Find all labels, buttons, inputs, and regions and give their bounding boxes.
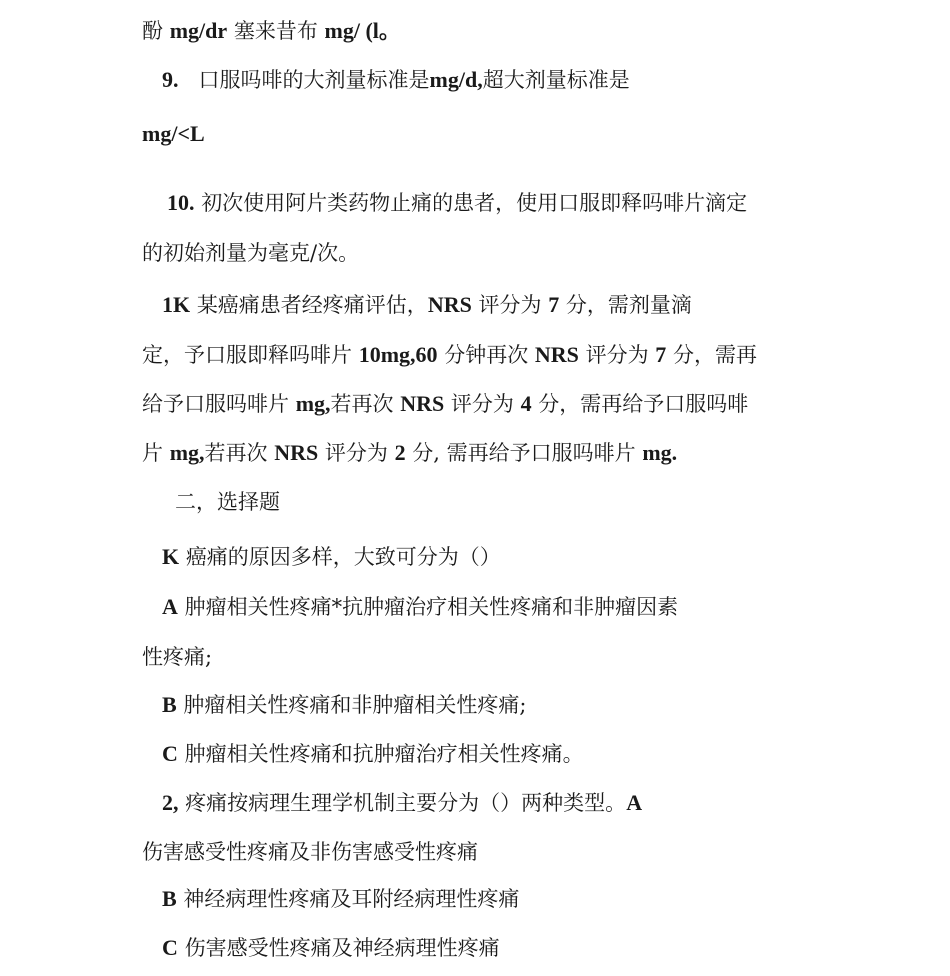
text-line-1	[142, 16, 401, 46]
text: 伤害感受性疼痛及非伤害感受性疼痛	[142, 840, 478, 864]
text: 塞来昔布	[233, 19, 318, 43]
question-10	[167, 188, 747, 218]
option-b	[162, 884, 519, 914]
text: 分，需再给予口服吗啡	[538, 392, 749, 416]
option-letter: B	[162, 886, 177, 911]
unit-text: mg.	[642, 440, 678, 465]
text: 若再次	[330, 392, 394, 416]
text: 的初始剂量为毫克/次。	[142, 241, 360, 265]
text: 评分为	[585, 343, 649, 367]
nrs-text: NRS	[534, 342, 579, 367]
text: 某癌痛患者经疼痛评估，	[196, 293, 428, 317]
unit-text: mg,	[295, 391, 331, 416]
text: 超大剂量标准是	[482, 68, 630, 92]
text: 疼痛按病理生理学机制主要分为（）两种类型。	[185, 791, 627, 815]
option-a	[162, 592, 678, 622]
unit-text: mg/d,	[429, 67, 483, 92]
option-letter: B	[162, 692, 177, 717]
text: 定，予口服即释吗啡片	[142, 343, 352, 367]
text: 肿瘤相关性疼痛和非肿瘤相关性疼痛;	[183, 693, 527, 717]
question-11	[162, 290, 692, 320]
text: 伤害感受性疼痛及神经病理性疼痛	[184, 936, 500, 960]
option-a	[142, 837, 478, 867]
nrs-text: NRS	[400, 391, 445, 416]
option-c	[162, 933, 500, 963]
text: 性疼痛;	[142, 645, 213, 669]
option-letter: C	[162, 741, 178, 766]
mc-question-1	[162, 542, 501, 572]
text: 酚	[142, 19, 163, 43]
option-letter: A	[162, 594, 178, 619]
question-11-line-3	[142, 389, 748, 419]
text: 分，需剂量滴	[565, 293, 692, 317]
nrs-text: NRS	[427, 292, 472, 317]
text: 口服吗啡的大剂量标准是	[198, 68, 430, 92]
nrs-text: NRS	[274, 440, 319, 465]
text: 分，需再	[672, 343, 757, 367]
score-number: 2	[394, 440, 406, 465]
text: 癌痛的原因多样，大致可分为（）	[185, 545, 501, 569]
text: 给予口服吗啡片	[142, 392, 289, 416]
option-c	[162, 739, 584, 769]
question-11-line-4	[142, 438, 677, 468]
section-title: 二，选择题	[175, 490, 280, 514]
unit-text: mg/ (l。	[324, 18, 401, 43]
question-number: 1K	[162, 292, 191, 317]
question-number: K	[162, 544, 180, 569]
section-heading	[175, 487, 280, 517]
question-11-line-2	[142, 340, 757, 370]
unit-text: mg,	[169, 440, 205, 465]
text: 片	[142, 441, 163, 465]
question-10-continued	[142, 238, 359, 268]
text: 肿瘤相关性疼痛*抗肿瘤治疗相关性疼痛和非肿瘤因素	[184, 595, 679, 619]
text: 评分为	[324, 441, 388, 465]
question-9	[162, 65, 630, 95]
question-number: 2,	[162, 790, 179, 815]
score-number: 7	[655, 342, 667, 367]
text: 评分为	[450, 392, 514, 416]
unit-text: mg/dr	[169, 18, 228, 43]
option-letter: A	[626, 790, 643, 815]
text: 若再次	[204, 441, 268, 465]
question-9-continued	[142, 119, 205, 149]
unit-text: mg/<L	[142, 121, 205, 146]
text: 评分为	[478, 293, 542, 317]
dose-text: 10mg,60	[358, 342, 438, 367]
text: 初次使用阿片类药物止痛的患者，使用口服即释吗啡片滴定	[201, 191, 748, 215]
option-letter: C	[162, 935, 178, 960]
text: 分钟再次	[444, 343, 529, 367]
text: 肿瘤相关性疼痛和抗肿瘤治疗相关性疼痛。	[184, 742, 584, 766]
option-b	[162, 690, 526, 720]
score-number: 4	[520, 391, 532, 416]
option-a-continued	[142, 642, 212, 672]
score-number: 7	[548, 292, 560, 317]
text: 神经病理性疼痛及耳附经病理性疼痛	[183, 887, 520, 911]
question-number: 10.	[167, 190, 195, 215]
mc-question-2	[162, 788, 642, 818]
text: 分, 需再给予口服吗啡片	[412, 441, 636, 465]
question-number: 9.	[162, 67, 179, 92]
